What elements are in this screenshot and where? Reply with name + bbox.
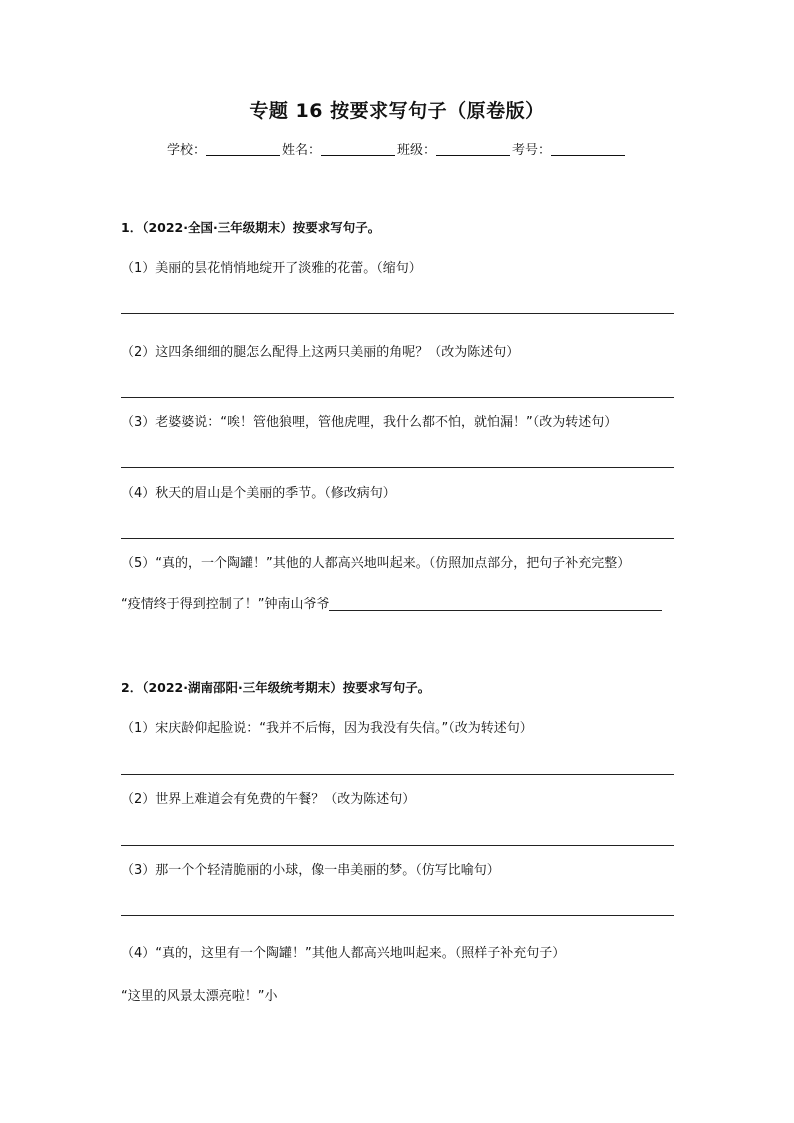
q2-answer-line-2[interactable] [121,845,674,846]
q2-item-1: （1）宋庆龄仰起脸说：“我并不后悔，因为我没有失信。”（改为转述句） [121,721,533,736]
q2-answer-line-3[interactable] [121,915,674,916]
q1-item-3: （3）老婆婆说：“唉！管他狼哩，管他虎哩，我什么都不怕，就怕漏！”（改为转述句） [121,415,618,430]
q2-item-4: （4）“真的，这里有一个陶罐！”其他人都高兴地叫起来。（照样子补充句子） [121,946,566,961]
school-blank[interactable] [206,142,280,156]
q1-answer-line-3[interactable] [121,467,674,468]
q1-example-text: “疫情终于得到控制了！”钟南山爷爷 [121,597,330,612]
question-1-heading: 1．（2022·全国·三年级期末）按要求写句子。 [121,220,381,235]
class-label: 班级： [397,143,437,158]
name-label: 姓名： [281,143,321,158]
class-blank[interactable] [436,142,510,156]
q1-example-row [121,593,662,612]
q2-example-row [121,985,277,1004]
q1-answer-line-4[interactable] [121,538,674,539]
q2-item-2: （2）世界上难道会有免费的午餐？（改为陈述句） [121,792,416,807]
q1-item-5: （5）“真的，一个陶罐！”其他的人都高兴地叫起来。（仿照加点部分，把句子补充完整） [121,556,631,571]
q1-answer-line-2[interactable] [121,397,674,398]
name-blank[interactable] [321,142,395,156]
page-title: 专题 16 按要求写句子（原卷版） [249,100,545,122]
student-info-row [0,139,794,158]
q1-example-blank[interactable] [329,596,662,611]
number-label: 考号： [512,143,552,158]
number-blank[interactable] [551,142,625,156]
q1-item-1: （1）美丽的昙花悄悄地绽开了淡雅的花蕾。（缩句） [121,261,422,276]
q1-answer-line-1[interactable] [121,313,674,314]
school-label: 学校： [166,143,206,158]
q1-item-2: （2）这四条细细的腿怎么配得上这两只美丽的角呢？（改为陈述句） [121,345,520,360]
q1-item-4: （4）秋天的眉山是个美丽的季节。（修改病句） [121,486,396,501]
q2-item-3: （3）那一个个轻清脆丽的小球，像一串美丽的梦。（仿写比喻句） [121,863,500,878]
q2-example-text: “这里的风景太漂亮啦！”小 [121,989,278,1004]
question-2-heading: 2．（2022·湖南邵阳·三年级统考期末）按要求写句子。 [121,680,431,695]
q2-answer-line-1[interactable] [121,774,674,775]
